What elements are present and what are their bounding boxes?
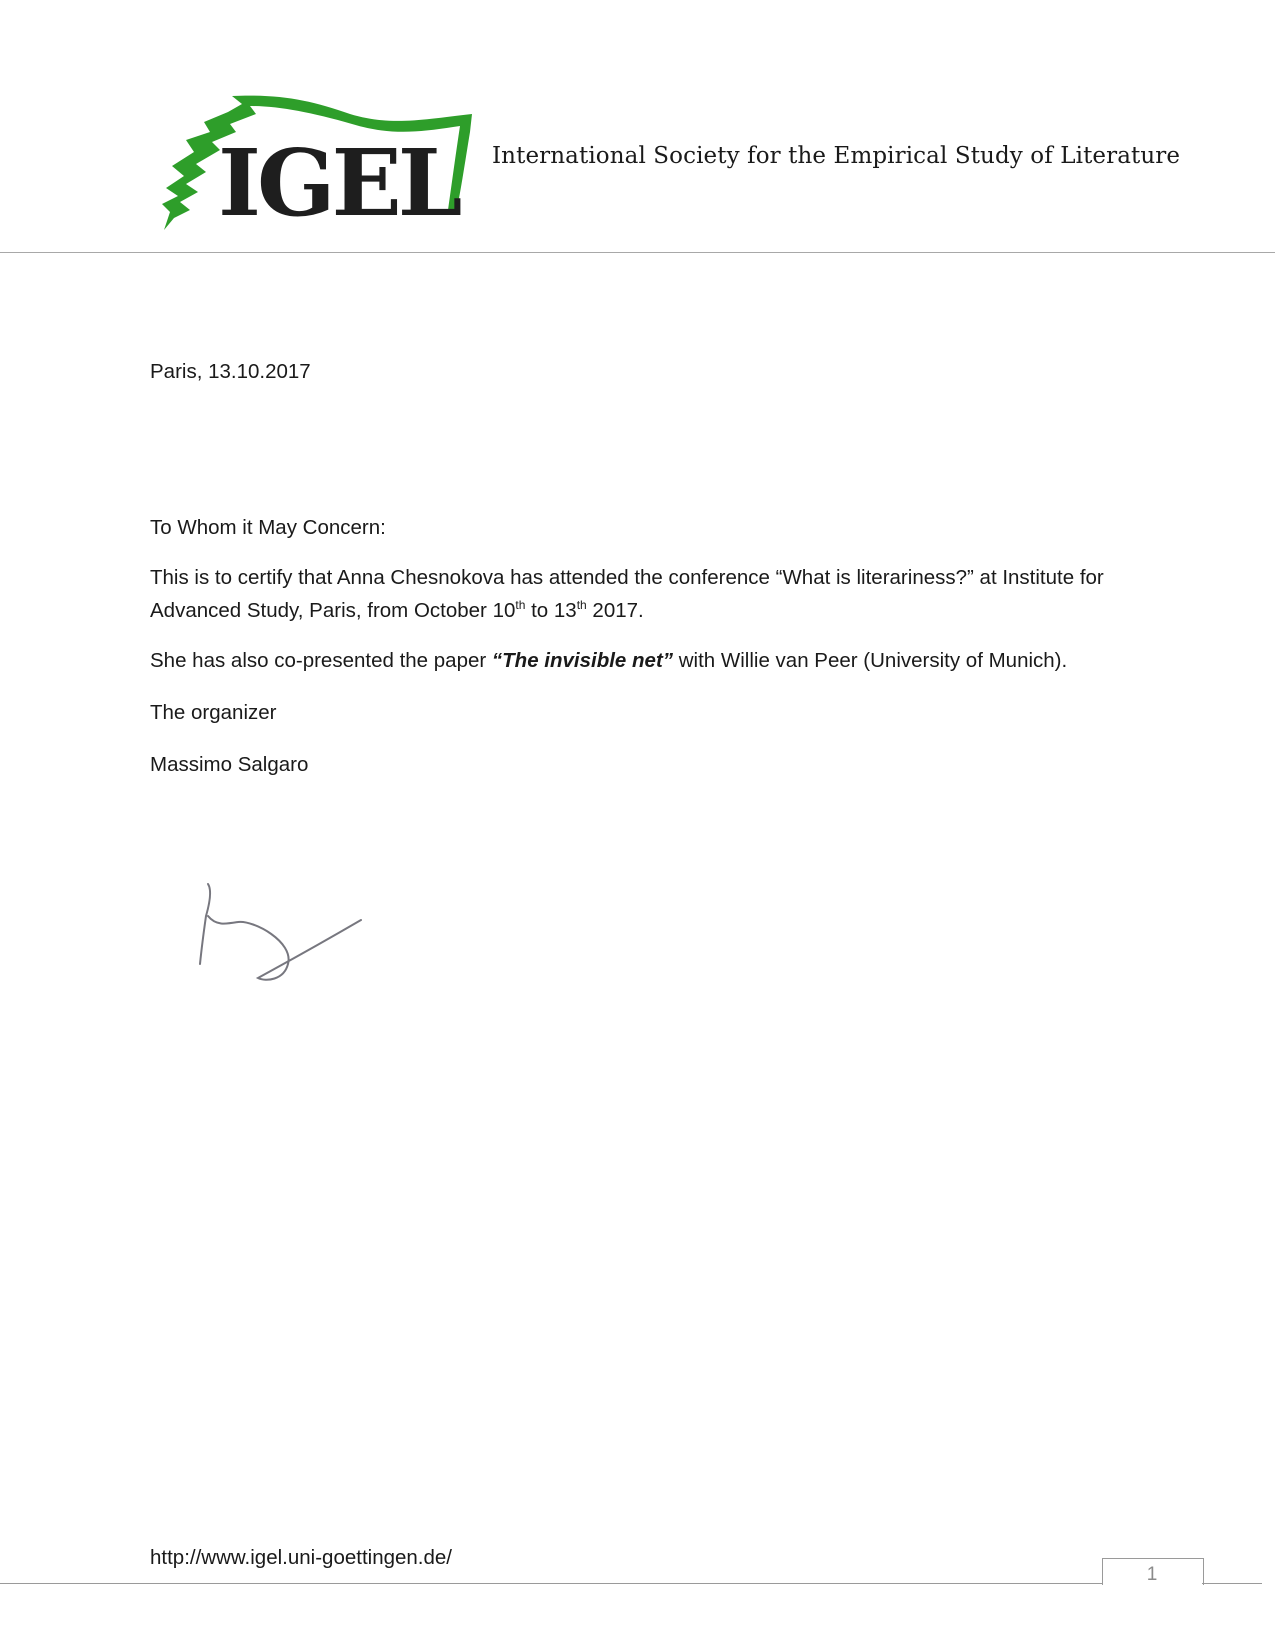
footer-website-link[interactable]: http://www.igel.uni-goettingen.de/ (150, 1546, 452, 1569)
paper-title: “The invisible net” (491, 649, 674, 672)
certification-text-end: 2017. (586, 599, 644, 622)
organization-name: International Society for the Empirical Study of Literature (492, 143, 1181, 169)
certification-text: This is to certify that Anna Chesnokova has attended the conference “What is literariness?” at Institute for Advanced Study, Paris, from October 10 (150, 566, 1104, 622)
ordinal-suffix: th (576, 598, 587, 613)
footer-divider-right (1202, 1583, 1262, 1584)
igel-logo (160, 92, 490, 237)
presentation-text: She has also co-presented the paper (150, 649, 492, 672)
closing: The organizer (150, 701, 277, 724)
ordinal-suffix: th (515, 598, 526, 613)
logo-lettering: IGEL (218, 129, 459, 237)
certification-text-middle: to 13 (525, 599, 577, 622)
footer-divider (0, 1583, 1102, 1584)
presentation-paragraph (150, 645, 1067, 677)
place-date: Paris, 13.10.2017 (150, 360, 311, 383)
handwritten-signature (196, 882, 396, 1002)
salutation: To Whom it May Concern: (150, 516, 386, 539)
certification-paragraph (150, 561, 1130, 627)
signatory-name: Massimo Salgaro (150, 753, 309, 776)
header-divider (0, 252, 1275, 253)
presentation-text-end: with Willie van Peer (University of Munich). (673, 649, 1068, 672)
page-number: 1 (1146, 1564, 1158, 1585)
